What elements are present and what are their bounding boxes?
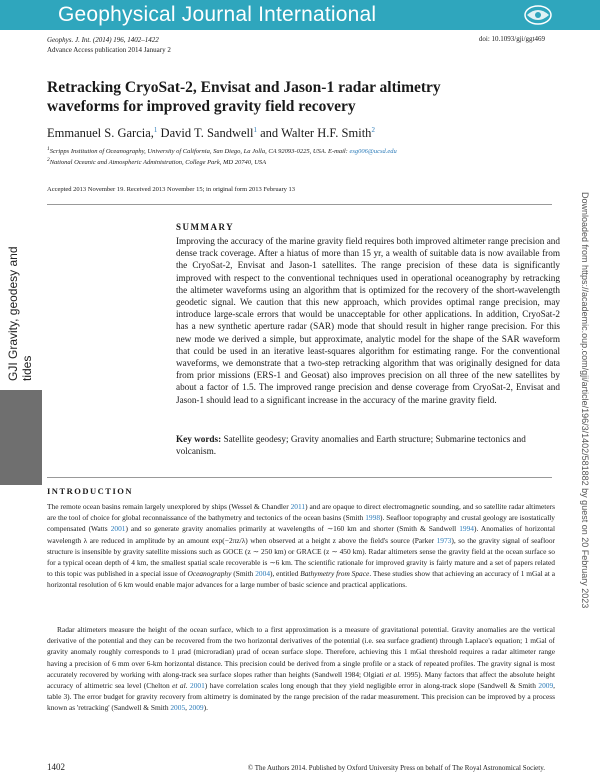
affiliations [47, 145, 397, 167]
section-label: GJI Gravity, geodesy and tides [6, 246, 34, 381]
affiliation-1 [47, 145, 397, 156]
author-email-link[interactable]: esg006@ucsd.edu [349, 148, 397, 156]
affiliation-2 [47, 156, 397, 167]
doi[interactable]: doi: 10.1093/gji/ggt469 [478, 35, 545, 43]
intro-paragraph-1 [47, 501, 555, 591]
divider [47, 204, 552, 205]
author-conjunction: and [260, 126, 279, 141]
article-title: Retracking CryoSat-2, Envisat and Jason-1 radar altimetry waveforms for improved gravity field recovery [47, 79, 441, 115]
keywords [176, 433, 560, 457]
citation-link[interactable]: 1973 [436, 535, 452, 545]
text-run: ) and are opaque to direct electromagnetic sounding, and so satellite radar altimeters are the tool of choice for global reconnaissance of the bathymetry and tectonics of the ocean basins (Smith [47, 502, 555, 523]
affil-text: Scripps Institution of Oceanography, University of California, San Diego, La Jolla, CA 92093-0225, USA. E-mail: [49, 148, 348, 156]
divider [47, 477, 552, 478]
text-run: , [185, 703, 189, 713]
citation-link[interactable]: 2011 [290, 502, 306, 511]
journal-name[interactable]: Geophysical Journal International [58, 3, 377, 26]
copyright-notice: © The Authors 2014. Published by Oxford University Press on behalf of The Royal Astronomical Society. [247, 764, 545, 772]
italic-run: Oceanography [187, 569, 232, 579]
citation-link[interactable]: 1994 [459, 524, 474, 534]
intro-paragraph-2 [47, 624, 555, 714]
citation-line-1: Geophys. J. Int. (2014) 196, 1402–1422 [47, 36, 159, 44]
text-run: ) have correlation scales long enough that they yield negligible error in along-track slope (Sandwell & Smith [204, 681, 539, 691]
citation-link[interactable]: 2005 [170, 703, 186, 713]
text-run: ), entitled [270, 569, 301, 579]
affil-sup: 2 [47, 157, 50, 164]
citation-link[interactable]: 2009 [188, 703, 204, 713]
text-run: 1995). Many factors that affect the absolute height accuracy of altimetric sea level (Chelton [47, 669, 556, 691]
text-run: . These studies show that achieving an accuracy of 1 mGal at a horizontal resolution of 6 km would enable major advances for a large number of basic science and practical applications. [47, 569, 555, 590]
author-name: Walter H.F. Smith [281, 126, 372, 141]
italic-run: et al. [386, 669, 402, 679]
italic-run: Bathymetry from Space [300, 569, 370, 579]
citation-link[interactable]: 2009 [538, 681, 554, 691]
text-run: The remote ocean basins remain largely unexplored by ships (Wessel & Chandler [47, 502, 291, 511]
keywords-list: Satellite geodesy; Gravity anomalies and Earth structure; Submarine tectonics and volcanism. [176, 434, 526, 457]
text-run: (Smith [231, 569, 256, 579]
text-run: ). Anomalies of horizontal wavelength λ are reduced in amplitude by an amount exp(−2πz/λ) when observed at a height z above the field's source (Parker [47, 524, 556, 545]
author-name: David T. Sandwell [160, 126, 254, 141]
citation-link[interactable]: 1998 [365, 513, 381, 523]
author-affil-mark[interactable]: 1 [153, 126, 158, 134]
page-number: 1402 [47, 762, 65, 772]
author-name: Emmanuel S. Garcia, [47, 126, 154, 141]
affil-sup: 1 [47, 146, 50, 152]
summary-text: Improving the accuracy of the marine gravity field requires both improved altimeter range precision and dense track coverage. After a hiatus of more than 15 yr, a wealth of suitable data is now available from the CryoSat-2, Envisat and Jason-1 satellites. The range precision of these data is significantly improved with respect to the conventional techniques used in operational oceanography by retracking the altimeter waveforms using an algorithm that is optimized for the recovery of the short-wavelength geodetic signal. We caution that this new approach, which provides optimal range precision, may introduce large-scale errors that would be unacceptable for other applications. In addition, CryoSat-2 has a new synthetic aperture radar (SAR) mode that should result in higher range precision. For this new mode we derived a simple, but approximate, analytic model for the shape of the SAR waveform that could be used in an iterative least-squares algorithm for estimating range. For the conventional waveforms, we demonstrate that a two-step retracking algorithm that was originally designed for data from prior missions (ERS-1 and Geosat) also improves precision on all three of the new satellites by about a factor of 1.5. The improved range precision and dense coverage from CryoSat-2, Envisat and Jason-1 should lead to a significant increase in the accuracy of the marine gravity field. [176, 236, 560, 405]
ras-logo-icon [521, 2, 555, 28]
author-list [47, 126, 375, 141]
text-run: ) and so generate gravity anomalies primarily at wavelengths of ∼160 km and shorter (Smith & Sandwell [125, 524, 460, 534]
affil-text: National Oceanic and Atmospheric Administration, College Park, MD 20740, USA [49, 159, 267, 167]
journal-banner [0, 0, 600, 30]
author-affil-mark[interactable]: 1 [253, 126, 257, 134]
introduction-heading: INTRODUCTION [47, 486, 134, 496]
summary-heading: SUMMARY [176, 222, 235, 232]
italic-run: et al. [172, 681, 188, 691]
citation-line-2: Advance Access publication 2014 January 2 [47, 46, 171, 54]
citation [47, 35, 171, 55]
text-run: , table 3). The error budget for gravity recovery from altimetry is dominated by the range precision of the radar measurement. This precision can be improved by a process known as 'retracking' (Sandwell & Smith [47, 681, 556, 713]
text-run: Radar altimeters measure the height of the ocean surface, which to a first approximation is a measure of gravitational potential. Gravity anomalies are the vertical derivative of the potential and they can be recovered from the two horizontal derivatives of the potential (i.e. sea surface gradient) through Laplace's equation; 1 mGal of gravity anomaly roughly corresponds to 1 μrad (microradian) μrad of ocean surface slope. Therefore, achieving this 1 mGal threshold requires a radar altimeter range having a precision of 6 mm over 6-km horizontal distance. This precision could be derived from a single profile or a stack of repeated profiles. The gravity signal is most accurately recovered by working with along-track sea surface slopes rather than heights (Sandwell 1984; Olgiati [47, 625, 555, 679]
accepted-dates: Accepted 2013 November 19. Received 2013 November 15; in original form 2013 February 13 [47, 186, 296, 193]
text-run: ). [203, 703, 208, 713]
text-run: ), so the gravity signal of seafloor structure is insensible by gravity satellite missions such as GOCE (z ∼ 250 km) or GRACE (z ∼ 450 km). Radar altimeters sense the gravity field at the ocean surface so for a typical ocean depth of 4 km, the smallest spatial scale recoverable is ∼6 km. The scientific rationale for improved gravity is fairly mature and a set of papers related to this topic was published in a special issue of [47, 535, 555, 579]
citation-link[interactable]: 2001 [190, 681, 205, 691]
keywords-label: Key words: [176, 434, 222, 444]
download-note: Downloaded from https://academic.oup.com/gji/article/196/3/1402/581882 by guest on 20 February 2023 [580, 192, 590, 609]
citation-link[interactable]: 2004 [255, 569, 271, 579]
citation-link[interactable]: 2001 [110, 524, 126, 534]
author-affil-mark[interactable]: 2 [371, 126, 375, 134]
section-marker [0, 390, 42, 485]
text-run: ). Seafloor topography and crustal geology are isostatically compensated (Watts [47, 513, 555, 534]
